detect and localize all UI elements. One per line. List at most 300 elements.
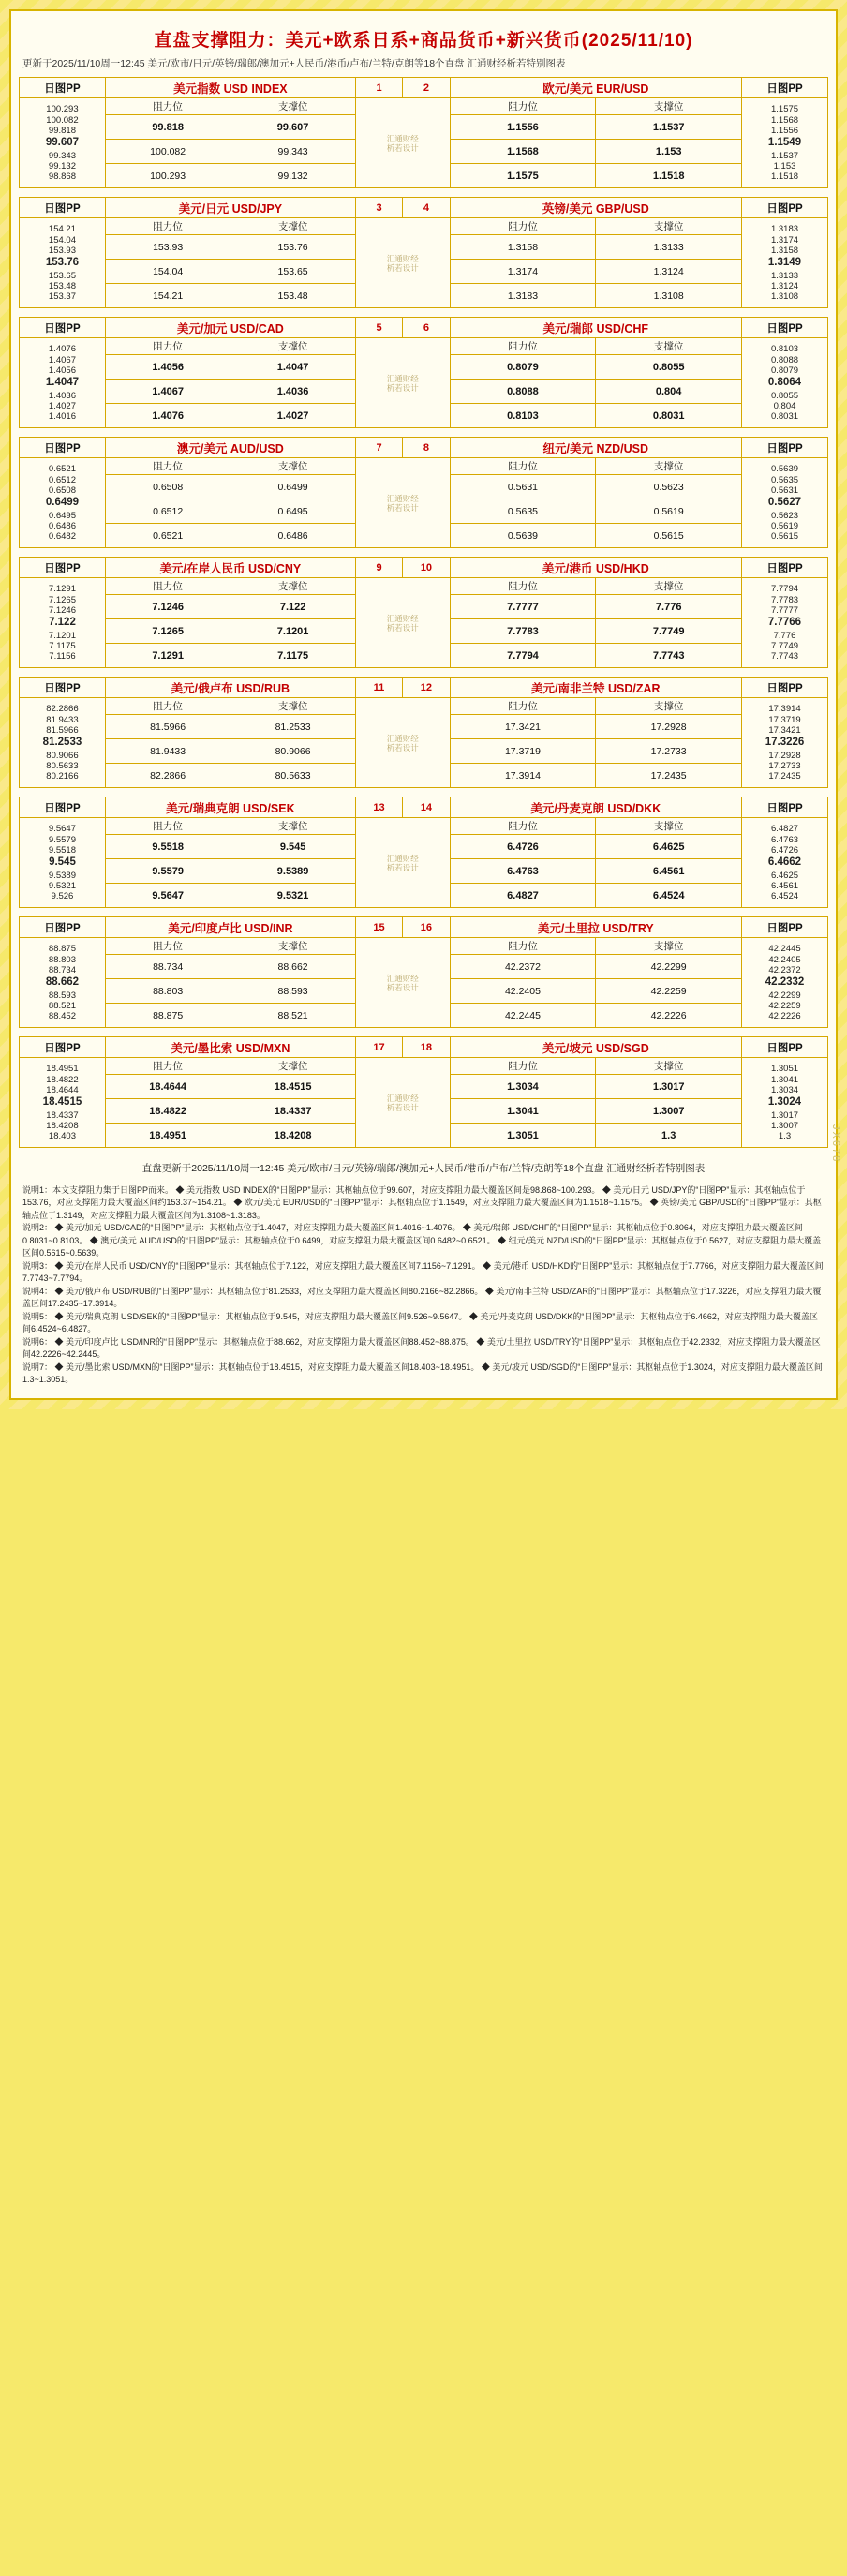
resistance-value-left: 9.5647 <box>105 884 230 908</box>
pivot-block <box>19 77 828 188</box>
support-value-left: 80.5633 <box>230 764 355 788</box>
resistance-value-left: 100.082 <box>105 140 230 164</box>
pivot-block <box>19 677 828 788</box>
pp-header-left: 日图PP <box>20 318 106 338</box>
pivot-level: 7.1265 <box>48 594 76 605</box>
resistance-value-right: 7.7777 <box>450 595 596 619</box>
support-value-right: 7.7743 <box>596 644 742 668</box>
support-value-left: 81.2533 <box>230 715 355 739</box>
footer-paragraph: 说明5： ◆ 美元/瑞典克朗 USD/SEK的“日图PP”显示：其枢轴点位于9.545，对应支撑阻力最大覆盖区间9.526~9.5647。 ◆ 美元/丹麦克朗 USD/DKK的“日图PP”显示：其枢轴点位于6.4662，对应支撑阻力最大覆盖区间6.4524~6.4827。 <box>22 1311 818 1334</box>
pivot-level: 153.37 <box>48 290 76 302</box>
resistance-header-left: 阻力位 <box>105 98 230 115</box>
support-value-right: 7.7749 <box>596 619 742 644</box>
watermark-text: 汇通财经 析若设计 <box>355 218 450 308</box>
pivot-level: 6.4763 <box>770 834 799 845</box>
pivot-level: 42.2372 <box>768 964 801 975</box>
pivot-level: 0.5615 <box>770 530 799 542</box>
pivot-level: 1.3041 <box>770 1074 799 1085</box>
support-value-left: 153.76 <box>230 235 355 260</box>
pivot-level: 1.3133 <box>770 270 799 281</box>
pair-title-right[interactable]: 美元/南非兰特 USD/ZAR <box>450 678 741 698</box>
pair-title-right[interactable]: 美元/瑞郎 USD/CHF <box>450 318 741 338</box>
pivot-level: 17.3914 <box>768 704 801 715</box>
block-index-left: 9 <box>355 558 402 578</box>
resistance-value-left: 7.1291 <box>105 644 230 668</box>
support-value-left: 153.65 <box>230 260 355 284</box>
support-value-left: 80.9066 <box>230 739 355 764</box>
pivot-block <box>19 317 828 428</box>
support-header-right: 支撑位 <box>596 818 742 835</box>
block-index-left: 15 <box>355 917 402 938</box>
support-value-left: 9.5321 <box>230 884 355 908</box>
resistance-header-left: 阻力位 <box>105 578 230 595</box>
support-value-right: 42.2226 <box>596 1004 742 1028</box>
resistance-value-right: 0.5639 <box>450 524 596 548</box>
resistance-value-right: 6.4827 <box>450 884 596 908</box>
support-value-left: 88.593 <box>230 979 355 1004</box>
pp-header-left: 日图PP <box>20 198 106 218</box>
support-value-left: 1.4027 <box>230 404 355 428</box>
support-value-right: 0.5615 <box>596 524 742 548</box>
block-index-right: 6 <box>403 318 450 338</box>
support-value-right: 42.2299 <box>596 955 742 979</box>
support-value-left: 1.4047 <box>230 355 355 380</box>
pivot-level: 100.293 <box>46 104 79 115</box>
pivot-level: 1.3149 <box>767 256 802 268</box>
pivot-level: 7.776 <box>773 630 796 641</box>
support-value-right: 1.3 <box>596 1124 742 1148</box>
pivot-level: 0.5623 <box>770 510 799 521</box>
pivot-level: 7.7783 <box>770 594 799 605</box>
resistance-value-left: 153.93 <box>105 235 230 260</box>
pp-header-left: 日图PP <box>20 558 106 578</box>
pivot-level: 88.593 <box>48 990 76 1001</box>
resistance-header-right: 阻力位 <box>450 938 596 955</box>
pivot-level: 17.2928 <box>768 750 801 761</box>
support-value-left: 18.4337 <box>230 1099 355 1124</box>
support-value-right: 17.2928 <box>596 715 742 739</box>
footer-paragraph: 说明3： ◆ 美元/在岸人民币 USD/CNY的“日图PP”显示：其枢轴点位于7.122，对应支撑阻力最大覆盖区间7.1156~7.1291。 ◆ 美元/港币 USD/HKD的“日图PP”显示：其枢轴点位于7.7766，对应支撑阻力最大覆盖区间7.7743~7.7794。 <box>22 1260 824 1284</box>
block-index-right: 8 <box>403 438 450 458</box>
pivot-column <box>20 578 106 668</box>
footer-paragraph: 说明1：本文支撑阻力集于日图PP而来。 ◆ 美元指数 USD INDEX的“日图PP”显示：其枢轴点位于99.607，对应支撑阻力最大覆盖区间是98.868~100.293。 ◆ 美元/日元 USD/JPY的“日图PP”显示：其枢轴点位于153.76，对应支撑阻力最大覆盖区间约153.37~154.21。 ◆ 欧元/美元 EUR/USD的“日图PP”显示：其枢轴点位于1.1549，对应支撑阻力最大覆盖区间为1.1518~1.1575。 ◆ 英镑/美元 GBP/USD的“日图PP”显示：其枢轴点位于1.3149，对应支撑阻力最大覆盖区间为1.3108~1.3183。 <box>22 1184 822 1220</box>
support-header-right: 支撑位 <box>596 1058 742 1075</box>
support-header-left: 支撑位 <box>230 818 355 835</box>
resistance-value-right: 0.8079 <box>450 355 596 380</box>
pivot-level: 7.7766 <box>767 616 802 628</box>
pivot-level: 99.818 <box>48 125 76 136</box>
pivot-level: 153.93 <box>48 245 76 256</box>
support-value-left: 0.6495 <box>230 499 355 524</box>
pivot-level: 1.3174 <box>770 234 799 246</box>
resistance-value-left: 88.734 <box>105 955 230 979</box>
pivot-level: 1.3051 <box>770 1064 799 1075</box>
pivot-level: 81.2533 <box>42 736 82 748</box>
support-header-left: 支撑位 <box>230 218 355 235</box>
pp-header-right: 日图PP <box>742 1037 828 1058</box>
resistance-value-right: 0.8103 <box>450 404 596 428</box>
resistance-value-right: 1.3174 <box>450 260 596 284</box>
pp-header-right: 日图PP <box>742 917 828 938</box>
footer-paragraph: 说明2： ◆ 美元/加元 USD/CAD的“日图PP”显示：其枢轴点位于1.4047，对应支撑阻力最大覆盖区间1.4016~1.4076。 ◆ 美元/瑞郎 USD/CHF的“日图PP”显示：其枢轴点位于0.8064，对应支撑阻力最大覆盖区间0.8031~0.8103。 ◆ 澳元/美元 AUD/USD的“日图PP”显示：其枢轴点位于0.6499，对应支撑阻力最大覆盖区间0.6482~0.6521。 ◆ 纽元/美元 NZD/USD的“日图PP”显示：其枢轴点位于0.5627，对应支撑阻力最大覆盖区间0.5615~0.5639。 <box>22 1223 822 1258</box>
support-value-right: 1.3108 <box>596 284 742 308</box>
resistance-header-right: 阻力位 <box>450 698 596 715</box>
block-index-left: 11 <box>355 678 402 698</box>
support-header-left: 支撑位 <box>230 338 355 355</box>
pair-title-left[interactable]: 美元/在岸人民币 USD/CNY <box>105 558 355 578</box>
resistance-value-right: 1.1575 <box>450 164 596 188</box>
resistance-value-left: 81.5966 <box>105 715 230 739</box>
pivot-level: 18.4515 <box>42 1095 82 1108</box>
support-value-left: 7.1201 <box>230 619 355 644</box>
pivot-block <box>19 916 828 1028</box>
pivot-level: 80.5633 <box>46 760 79 771</box>
pivot-level: 7.1246 <box>48 604 76 616</box>
pivot-level: 1.3 <box>778 1130 792 1141</box>
pivot-level: 42.2226 <box>768 1010 801 1021</box>
resistance-value-left: 100.293 <box>105 164 230 188</box>
resistance-value-left: 1.4067 <box>105 380 230 404</box>
support-value-left: 99.343 <box>230 140 355 164</box>
resistance-value-right: 0.8088 <box>450 380 596 404</box>
page-subheader: 更新于2025/11/10周一12:45 美元/欧市/日元/英镑/瑞郎/澳加元+人民币/港币/卢布/兰特/克朗等18个直盘 汇通财经析若特别图表 <box>22 58 566 69</box>
resistance-value-left: 81.9433 <box>105 739 230 764</box>
resistance-value-right: 7.7794 <box>450 644 596 668</box>
pivot-level: 0.6521 <box>48 464 76 475</box>
resistance-value-left: 99.818 <box>105 115 230 140</box>
pivot-column <box>742 698 828 788</box>
pivot-level: 1.4056 <box>48 365 76 376</box>
pivot-column <box>20 938 106 1028</box>
pivot-level: 1.4076 <box>48 344 76 355</box>
support-value-left: 9.5389 <box>230 859 355 884</box>
resistance-header-right: 阻力位 <box>450 578 596 595</box>
resistance-value-left: 154.21 <box>105 284 230 308</box>
pivot-level: 0.6495 <box>48 510 76 521</box>
pivot-level: 17.3719 <box>768 714 801 725</box>
pp-header-left: 日图PP <box>20 1037 106 1058</box>
footer-update-line: 直盘更新于2025/11/10周一12:45 美元/欧市/日元/英镑/瑞郎/澳加元+人民币/港币/卢布/兰特/克朗等18个直盘 汇通财经析若特别图表 <box>141 1163 706 1175</box>
block-index-right: 16 <box>403 917 450 938</box>
pivot-level: 18.4822 <box>46 1074 79 1085</box>
pivot-level: 88.662 <box>45 975 80 988</box>
watermark-text: 汇通财经 析若设计 <box>355 98 450 188</box>
pp-header-right: 日图PP <box>742 318 828 338</box>
pivot-level: 9.5518 <box>48 844 76 856</box>
pp-header-right: 日图PP <box>742 797 828 818</box>
pivot-level: 7.1175 <box>49 640 76 651</box>
support-value-right: 42.2259 <box>596 979 742 1004</box>
pair-title-left[interactable]: 美元/瑞典克朗 USD/SEK <box>105 797 355 818</box>
pp-header-right: 日图PP <box>742 78 828 98</box>
support-header-left: 支撑位 <box>230 1058 355 1075</box>
pivot-level: 42.2332 <box>765 975 805 988</box>
pp-header-left: 日图PP <box>20 678 106 698</box>
pivot-level: 0.5639 <box>770 464 799 475</box>
pivot-level: 6.4625 <box>770 870 799 881</box>
pair-title-right[interactable]: 纽元/美元 NZD/USD <box>450 438 741 458</box>
support-value-left: 99.607 <box>230 115 355 140</box>
resistance-value-left: 7.1246 <box>105 595 230 619</box>
resistance-value-right: 6.4763 <box>450 859 596 884</box>
resistance-value-right: 1.3041 <box>450 1099 596 1124</box>
pivot-level: 1.3017 <box>770 1109 799 1121</box>
pivot-level: 0.5635 <box>770 474 799 485</box>
pair-title-left[interactable]: 美元/日元 USD/JPY <box>105 198 355 218</box>
pivot-level: 1.1556 <box>770 125 799 136</box>
pivot-level: 0.8031 <box>770 410 799 422</box>
pivot-level: 7.7794 <box>770 584 799 595</box>
pivot-level: 7.1291 <box>48 584 76 595</box>
resistance-value-right: 0.5631 <box>450 475 596 499</box>
pivot-level: 153.48 <box>48 280 76 291</box>
pivot-level: 1.3183 <box>770 224 799 235</box>
resistance-value-left: 0.6521 <box>105 524 230 548</box>
watermark-text: 汇通财经 析若设计 <box>355 458 450 548</box>
pivot-level: 9.5389 <box>48 870 76 881</box>
pivot-level: 7.1156 <box>49 650 76 662</box>
pivot-column <box>20 458 106 548</box>
pair-title-left[interactable]: 澳元/美元 AUD/USD <box>105 438 355 458</box>
pivot-level: 7.7777 <box>770 604 799 616</box>
resistance-header-right: 阻力位 <box>450 218 596 235</box>
pivot-level: 88.452 <box>48 1010 76 1021</box>
pivot-column <box>20 818 106 908</box>
block-index-right: 12 <box>403 678 450 698</box>
footer-paragraph: 说明7： ◆ 美元/墨比索 USD/MXN的“日图PP”显示：其枢轴点位于18.4515，对应支撑阻力最大覆盖区间18.403~18.4951。 ◆ 美元/坡元 USD/SGD的“日图PP”显示：其枢轴点位于1.3024，对应支撑阻力最大覆盖区间1.3~1.3051。 <box>22 1362 823 1385</box>
pivot-level: 0.6486 <box>48 520 76 531</box>
watermark-text: 汇通财经 析若设计 <box>355 578 450 668</box>
pivot-block <box>19 197 828 308</box>
support-value-right: 1.1537 <box>596 115 742 140</box>
pivot-level: 42.2259 <box>768 1000 801 1011</box>
pivot-level: 7.7749 <box>770 640 799 651</box>
block-index-right: 10 <box>403 558 450 578</box>
support-header-right: 支撑位 <box>596 98 742 115</box>
pivot-level: 1.1575 <box>770 104 799 115</box>
pivot-level: 1.3108 <box>770 290 799 302</box>
resistance-header-right: 阻力位 <box>450 818 596 835</box>
resistance-value-right: 0.5635 <box>450 499 596 524</box>
pivot-level: 1.4016 <box>48 410 76 422</box>
pp-header-right: 日图PP <box>742 198 828 218</box>
resistance-value-right: 42.2445 <box>450 1004 596 1028</box>
block-index-left: 5 <box>355 318 402 338</box>
pivot-level: 1.1568 <box>770 114 799 126</box>
pair-title-left[interactable]: 美元指数 USD INDEX <box>105 78 355 98</box>
pivot-level: 0.8079 <box>770 365 799 376</box>
pivot-level: 0.5627 <box>767 496 802 508</box>
pivot-level: 0.6508 <box>48 484 76 496</box>
pivot-level: 1.4047 <box>45 376 80 388</box>
watermark-text: 汇通财经 析若设计 <box>355 818 450 908</box>
pp-header-right: 日图PP <box>742 438 828 458</box>
resistance-value-right: 17.3719 <box>450 739 596 764</box>
pair-title-left[interactable]: 美元/加元 USD/CAD <box>105 318 355 338</box>
pivot-level: 0.5631 <box>770 484 799 496</box>
support-value-right: 0.8031 <box>596 404 742 428</box>
resistance-value-right: 17.3421 <box>450 715 596 739</box>
pivot-level: 81.9433 <box>46 714 79 725</box>
page-title: 直盘支撑阻力：美元+欧系日系+商品货币+新兴货币(2025/11/10) <box>154 31 693 51</box>
footer-paragraph: 说明4： ◆ 美元/俄卢布 USD/RUB的“日图PP”显示：其枢轴点位于81.2533，对应支撑阻力最大覆盖区间80.2166~82.2866。 ◆ 美元/南非兰特 USD/ZAR的“日图PP”显示：其枢轴点位于17.3226，对应支撑阻力最大覆盖区间17.2435~17.3914。 <box>22 1286 822 1309</box>
pivot-column <box>742 98 828 188</box>
pp-header-right: 日图PP <box>742 558 828 578</box>
resistance-value-right: 1.3051 <box>450 1124 596 1148</box>
pivot-level: 42.2299 <box>768 990 801 1001</box>
pivot-level: 0.6482 <box>48 530 76 542</box>
pivot-level: 0.8088 <box>770 354 799 365</box>
pivot-level: 80.2166 <box>46 770 79 782</box>
resistance-value-left: 9.5579 <box>105 859 230 884</box>
pivot-level: 0.6512 <box>48 474 76 485</box>
pivot-column <box>742 338 828 428</box>
pair-title-left[interactable]: 美元/印度卢比 USD/INR <box>105 917 355 938</box>
support-header-left: 支撑位 <box>230 698 355 715</box>
support-header-right: 支撑位 <box>596 698 742 715</box>
pivot-level: 99.132 <box>48 160 76 171</box>
support-value-left: 88.521 <box>230 1004 355 1028</box>
footer-paragraph: 说明6： ◆ 美元/印度卢比 USD/INR的“日图PP”显示：其枢轴点位于88.662，对应支撑阻力最大覆盖区间88.452~88.875。 ◆ 美元/土里拉 USD/TRY的“日图PP”显示：其枢轴点位于42.2332，对应支撑阻力最大覆盖区间42.2226~42.2445。 <box>22 1336 821 1360</box>
resistance-value-left: 18.4822 <box>105 1099 230 1124</box>
support-value-right: 6.4561 <box>596 859 742 884</box>
pivot-level: 1.4036 <box>48 390 76 401</box>
pivot-level: 154.04 <box>48 234 76 246</box>
support-header-right: 支撑位 <box>596 458 742 475</box>
pivot-level: 99.607 <box>45 136 80 148</box>
support-header-right: 支撑位 <box>596 218 742 235</box>
pivot-level: 18.4208 <box>46 1120 79 1131</box>
resistance-value-left: 0.6508 <box>105 475 230 499</box>
pivot-level: 9.5579 <box>48 834 76 845</box>
pair-title-right[interactable]: 欧元/美元 EUR/USD <box>450 78 741 98</box>
resistance-header-left: 阻力位 <box>105 1058 230 1075</box>
resistance-header-left: 阻力位 <box>105 818 230 835</box>
pivot-level: 7.1201 <box>48 630 76 641</box>
support-value-left: 18.4515 <box>230 1075 355 1099</box>
block-index-right: 4 <box>403 198 450 218</box>
pivot-column <box>742 578 828 668</box>
block-index-right: 14 <box>403 797 450 818</box>
support-value-right: 17.2733 <box>596 739 742 764</box>
support-value-right: 6.4524 <box>596 884 742 908</box>
block-index-left: 17 <box>355 1037 402 1058</box>
pivot-level: 99.343 <box>48 150 76 161</box>
pivot-level: 9.5647 <box>48 824 76 835</box>
pivot-level: 1.153 <box>773 160 796 171</box>
pair-title-right[interactable]: 美元/港币 USD/HKD <box>450 558 741 578</box>
resistance-value-left: 82.2866 <box>105 764 230 788</box>
resistance-header-right: 阻力位 <box>450 98 596 115</box>
pivot-level: 17.2435 <box>768 770 801 782</box>
support-value-right: 1.3007 <box>596 1099 742 1124</box>
support-value-right: 1.3133 <box>596 235 742 260</box>
resistance-header-right: 阻力位 <box>450 1058 596 1075</box>
resistance-header-left: 阻力位 <box>105 698 230 715</box>
resistance-value-right: 1.1568 <box>450 140 596 164</box>
support-header-left: 支撑位 <box>230 938 355 955</box>
block-index-right: 2 <box>403 78 450 98</box>
pair-title-left[interactable]: 美元/俄卢布 USD/RUB <box>105 678 355 698</box>
pivot-level: 88.803 <box>48 954 76 965</box>
support-value-right: 1.3017 <box>596 1075 742 1099</box>
resistance-value-left: 18.4644 <box>105 1075 230 1099</box>
block-index-left: 3 <box>355 198 402 218</box>
pp-header-right: 日图PP <box>742 678 828 698</box>
resistance-value-right: 1.3034 <box>450 1075 596 1099</box>
resistance-value-left: 88.803 <box>105 979 230 1004</box>
pivot-level: 1.1518 <box>770 171 799 182</box>
resistance-value-left: 88.875 <box>105 1004 230 1028</box>
block-index-left: 7 <box>355 438 402 458</box>
resistance-value-right: 1.1556 <box>450 115 596 140</box>
pivot-level: 100.082 <box>46 114 79 126</box>
resistance-value-right: 42.2405 <box>450 979 596 1004</box>
block-index-left: 13 <box>355 797 402 818</box>
pair-title-right[interactable]: 美元/丹麦克朗 USD/DKK <box>450 797 741 818</box>
support-value-left: 7.122 <box>230 595 355 619</box>
pivot-level: 7.7743 <box>770 650 799 662</box>
pivot-block <box>19 797 828 908</box>
support-value-right: 1.1518 <box>596 164 742 188</box>
pivot-column <box>742 1058 828 1148</box>
pivot-column <box>20 698 106 788</box>
support-value-right: 1.3124 <box>596 260 742 284</box>
resistance-header-left: 阻力位 <box>105 458 230 475</box>
pivot-level: 0.8064 <box>767 376 802 388</box>
pair-title-right[interactable]: 美元/坡元 USD/SGD <box>450 1037 741 1058</box>
pivot-level: 6.4827 <box>770 824 799 835</box>
pair-title-right[interactable]: 英镑/美元 GBP/USD <box>450 198 741 218</box>
pair-title-left[interactable]: 美元/墨比索 USD/MXN <box>105 1037 355 1058</box>
pivot-level: 80.9066 <box>46 750 79 761</box>
resistance-value-right: 6.4726 <box>450 835 596 859</box>
pivot-level: 88.734 <box>48 964 76 975</box>
pivot-level: 9.5321 <box>48 880 76 891</box>
pivot-level: 6.4726 <box>770 844 799 856</box>
pivot-level: 42.2445 <box>768 944 801 955</box>
support-header-right: 支撑位 <box>596 938 742 955</box>
resistance-value-left: 18.4951 <box>105 1124 230 1148</box>
support-header-right: 支撑位 <box>596 578 742 595</box>
resistance-value-right: 1.3158 <box>450 235 596 260</box>
pivot-column <box>742 938 828 1028</box>
pivot-level: 98.868 <box>48 171 76 182</box>
support-header-right: 支撑位 <box>596 338 742 355</box>
support-header-left: 支撑位 <box>230 98 355 115</box>
pair-title-right[interactable]: 美元/土里拉 USD/TRY <box>450 917 741 938</box>
support-value-left: 7.1175 <box>230 644 355 668</box>
pivot-level: 18.403 <box>48 1130 76 1141</box>
pivot-level: 1.3124 <box>770 280 799 291</box>
resistance-header-left: 阻力位 <box>105 338 230 355</box>
pivot-level: 6.4662 <box>767 856 802 868</box>
support-value-left: 1.4036 <box>230 380 355 404</box>
watermark-text: 汇通财经 析若设计 <box>355 338 450 428</box>
pivot-level: 17.3421 <box>768 724 801 736</box>
watermark-text: 汇通财经 析若设计 <box>355 698 450 788</box>
pp-header-left: 日图PP <box>20 438 106 458</box>
pivot-level: 1.1537 <box>770 150 799 161</box>
support-value-left: 0.6499 <box>230 475 355 499</box>
support-value-right: 0.8055 <box>596 355 742 380</box>
watermark-text: 汇通财经 析若设计 <box>355 938 450 1028</box>
pivot-level: 18.4337 <box>46 1109 79 1121</box>
block-index-right: 18 <box>403 1037 450 1058</box>
pivot-level: 153.76 <box>45 256 80 268</box>
pp-header-left: 日图PP <box>20 797 106 818</box>
pivot-level: 0.804 <box>773 400 796 411</box>
